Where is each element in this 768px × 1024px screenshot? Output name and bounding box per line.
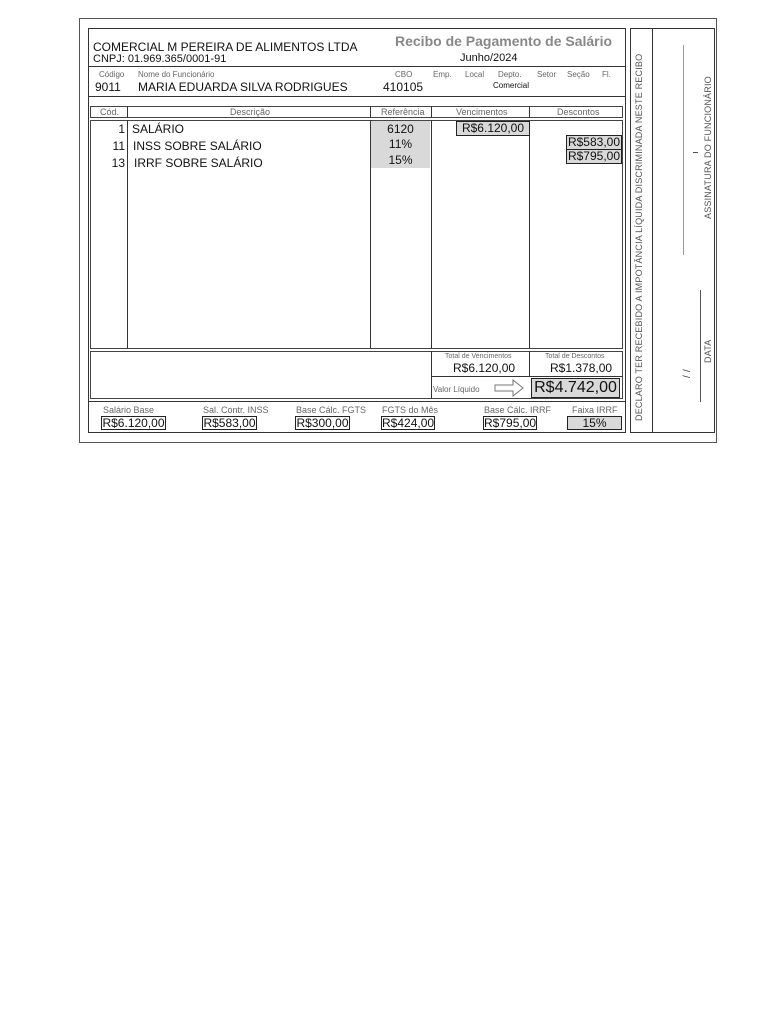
item-3-desconto: R$795,00 xyxy=(567,149,621,163)
header-sep-4 xyxy=(529,106,530,118)
valor-liquido-label: Valor Líquido xyxy=(433,385,480,394)
total-descontos-value: R$1.378,00 xyxy=(550,361,613,375)
header-divider xyxy=(88,66,626,67)
date-slashes: / / xyxy=(682,369,693,378)
label-fl: Fl. xyxy=(602,70,611,79)
receipt-period: Junho/2024 xyxy=(460,52,518,64)
header-sep-3 xyxy=(431,106,432,118)
sal-contr-inss-value: R$583,00 xyxy=(203,416,256,430)
label-local: Local xyxy=(465,70,485,79)
company-cnpj: CNPJ: 01.969.365/0001-91 xyxy=(93,53,227,65)
sal-contr-inss-label: Sal. Contr. INSS xyxy=(203,405,269,415)
valor-liquido-value: R$4.742,00 xyxy=(531,378,620,398)
item-3-desc: IRRF SOBRE SALÁRIO xyxy=(134,156,263,170)
signature-line xyxy=(683,45,684,255)
header-cod: Cód. xyxy=(100,107,120,117)
header-sep-1 xyxy=(127,106,128,118)
totals-sep-row xyxy=(431,376,623,377)
item-3-ref: 15% xyxy=(388,153,413,167)
item-2-desc: INSS SOBRE SALÁRIO xyxy=(133,139,262,153)
item-1-ref: 6120 xyxy=(387,122,414,136)
signature-label: ASSINATURA DO FUNCIONÁRIO xyxy=(703,76,713,219)
body-sep-4 xyxy=(529,120,530,349)
employee-name: MARIA EDUARDA SILVA RODRIGUES xyxy=(138,80,348,94)
item-1-cod: 1 xyxy=(118,122,125,136)
base-fgts-value: R$300,00 xyxy=(296,416,349,430)
body-sep-3 xyxy=(431,120,432,349)
label-setor: Setor xyxy=(537,70,557,79)
header-vencimentos: Vencimentos xyxy=(456,107,508,117)
item-3-cod: 13 xyxy=(111,156,125,170)
label-secao: Seção xyxy=(567,70,590,79)
item-2-desconto: R$583,00 xyxy=(567,135,621,149)
table-body xyxy=(90,120,623,349)
arrow-right-icon xyxy=(494,379,524,397)
footer-divider xyxy=(88,401,626,402)
totals-sep-mid xyxy=(529,351,530,376)
total-descontos-label: Total de Descontos xyxy=(545,353,605,360)
employee-code: 9011 xyxy=(95,80,121,94)
signature-tick xyxy=(693,152,698,153)
base-irrf-value: R$795,00 xyxy=(484,416,537,430)
header-descontos: Descontos xyxy=(557,107,600,117)
fgts-mes-label: FGTS do Mês xyxy=(382,405,439,415)
salario-base-label: Salário Base xyxy=(103,405,155,415)
base-fgts-label: Base Cálc. FGTS xyxy=(296,405,367,415)
salario-base-value: R$6.120,00 xyxy=(102,416,165,430)
label-employee-name: Nome do Funcionário xyxy=(138,70,215,79)
fgts-mes-value: R$424,00 xyxy=(382,416,435,430)
header-referencia: Referência xyxy=(381,107,425,117)
receipt-title: Recibo de Pagamento de Salário xyxy=(395,33,613,49)
body-sep-1 xyxy=(127,120,128,349)
label-dept: Depto. xyxy=(498,70,522,79)
company-name: COMERCIAL M PEREIRA DE ALIMENTOS LTDA xyxy=(93,40,358,54)
employee-cbo: 410105 xyxy=(383,80,424,94)
total-vencimentos-label: Total de Vencimentos xyxy=(445,353,512,360)
employee-dept: Comercial xyxy=(493,81,530,90)
date-line xyxy=(700,290,701,402)
label-emp: Emp. xyxy=(433,70,452,79)
employee-divider xyxy=(88,96,626,97)
item-1-vencimento: R$6.120,00 xyxy=(456,121,530,136)
signature-panel-separator xyxy=(652,28,653,433)
total-vencimentos-value: R$6.120,00 xyxy=(453,361,516,375)
faixa-irrf-label: Faixa IRRF xyxy=(572,405,618,415)
item-2-ref: 11% xyxy=(388,137,413,151)
item-2-cod: 11 xyxy=(112,139,125,153)
item-1-desc: SALÁRIO xyxy=(132,122,185,136)
faixa-irrf-value: 15% xyxy=(567,416,622,430)
totals-sep-left xyxy=(431,351,432,399)
table-header-row xyxy=(90,106,623,118)
label-code: Código xyxy=(99,70,125,79)
header-descricao: Descrição xyxy=(230,107,271,117)
header-sep-2 xyxy=(370,106,371,118)
label-cbo: CBO xyxy=(395,70,413,79)
date-label: DATA xyxy=(703,339,713,363)
declaration-text: DECLARO TER RECEBIDO A IMPOTÂNCIA LÍQUIDA DISCRIMINADA NESTE RECIBO xyxy=(634,53,644,421)
base-irrf-label: Base Cálc. IRRF xyxy=(484,405,552,415)
